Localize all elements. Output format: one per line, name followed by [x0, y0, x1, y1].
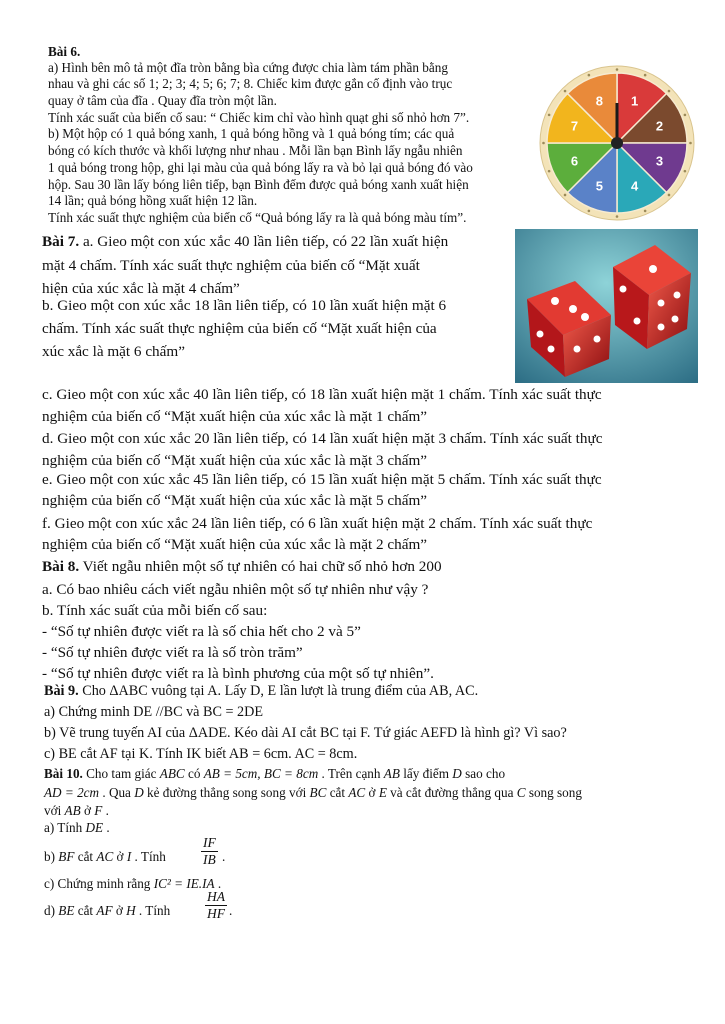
wheel-number: 7 [570, 118, 579, 134]
bai6-title: Bài 6. [48, 44, 81, 59]
bai7-b-line: chấm. Tính xác suất thực nghiệm của biến cố “Mặt xuất hiện của [42, 320, 437, 337]
wheel-rim-dot [668, 90, 671, 93]
bai7-d-line: nghiệm của biến cố “Mặt xuất hiện của xúc xắc là mặt 3 chấm” [42, 452, 428, 469]
bai6-b-line: 14 lần; quả bóng hồng xuất hiện 12 lần. [48, 193, 258, 208]
wheel-rim-dot [684, 170, 687, 173]
bai7-c-line: c. Gieo một con xúc xắc 40 lần liên tiếp, có 18 lần xuất hiện mặt 1 chấm. Tính xác suất thực [42, 386, 602, 403]
wheel-number: 1 [630, 93, 639, 109]
bai8-intro: Bài 8. Viết ngẫu nhiên một số tự nhiên có hai chữ số nhỏ hơn 200 [42, 558, 442, 575]
bai6-b-line: 1 quả bóng trong hộp, ghi lại màu của quả bóng lấy ra và bỏ lại quả bóng đó vào [48, 160, 473, 175]
wheel-rim-dot [588, 74, 591, 77]
wheel-rim-dot [616, 215, 619, 218]
fraction-if-ib [201, 836, 218, 867]
wheel-rim-dot [542, 142, 545, 145]
wheel-rim-dot [548, 114, 551, 117]
bai9-line: a) Chứng minh DE //BC và BC = 2DE [44, 704, 264, 720]
bai7-a-line: hiện của xúc xắc là mặt 4 chấm” [42, 280, 240, 297]
wheel-number: 8 [595, 93, 604, 109]
bai7-a-line: mặt 4 chấm. Tính xác suất thực nghiệm của biến cố “Mặt xuất [42, 257, 420, 274]
dice-image [515, 229, 698, 383]
bai8-line: - “Số tự nhiên được viết ra là số chia hết cho 2 và 5” [42, 623, 361, 640]
bai6-a-line: nhau và ghi các số 1; 2; 3; 4; 5; 6; 7; 8. Chiếc kim được gắn cố định vào trục [48, 76, 453, 91]
bai8-line: - “Số tự nhiên được viết ra là số tròn trăm” [42, 644, 303, 661]
bai7-b-line: xúc xắc là mặt 6 chấm” [42, 343, 185, 360]
bai9-line: b) Vẽ trung tuyến AI của ΔADE. Kéo dài AI cắt BC tại F. Tứ giác AEFD là hình gì? Vì sao? [44, 725, 567, 741]
bai8-line: a. Có bao nhiêu cách viết ngẫu nhiên một số tự nhiên như vậy ? [42, 581, 429, 598]
bai7-e-line: e. Gieo một con xúc xắc 45 lần liên tiếp, có 15 lần xuất hiện mặt 5 chấm. Tính xác suất thực [42, 471, 602, 488]
wheel-rim-dot [564, 194, 567, 197]
bai7-d-line: d. Gieo một con xúc xắc 20 lần liên tiếp, có 14 lần xuất hiện mặt 3 chấm. Tính xác suất thực [42, 430, 603, 447]
bai6-b-line: bóng có kích thước và khối lượng như nhau . Mỗi lần bạn Bình lấy ngẫu nhiên [48, 143, 463, 158]
bai7-c-line: nghiệm của biến cố “Mặt xuất hiện của xúc xắc là mặt 1 chấm” [42, 408, 428, 425]
fraction-denominator: IB [203, 852, 216, 867]
bai7-f-line: nghiệm của biến cố “Mặt xuất hiện của xúc xắc là mặt 2 chấm” [42, 536, 428, 553]
bai7-b-line: b. Gieo một con xúc xắc 18 lần liên tiếp, có 10 lần xuất hiện mặt 6 [42, 297, 447, 314]
bai10-b-end: . [222, 849, 226, 864]
wheel-rim-dot [689, 142, 692, 145]
wheel-number: 4 [630, 178, 639, 194]
bai6-a-line: quay ở tâm của đĩa . Quay đĩa tròn một lần. [48, 93, 277, 108]
spinner-wheel-image [522, 60, 712, 230]
bai7-e-line: nghiệm của biến cố “Mặt xuất hiện của xúc xắc là mặt 5 chấm” [42, 492, 428, 509]
bai10-line2: AD = 2cm . Qua D kẻ đường thẳng song song với BC cắt AC ở E và cắt đường thẳng qua C song song [44, 785, 582, 800]
bai6-a-line: a) Hình bên mô tả một đĩa tròn bằng bìa cứng được chia làm tám phần bằng [48, 60, 448, 75]
wheel-rim-dot [616, 68, 619, 71]
wheel-rim-dot [684, 114, 687, 117]
bai7-a-line: Bài 7. a. Gieo một con xúc xắc 40 lần liên tiếp, có 22 lần xuất hiện [42, 233, 449, 250]
wheel-rim-dot [548, 170, 551, 173]
wheel-number: 6 [570, 153, 579, 169]
wheel-rim-dot [644, 74, 647, 77]
wheel-rim-dot [564, 90, 567, 93]
fraction-ha-hf [205, 890, 227, 921]
wheel-hub [611, 137, 623, 149]
bai6-b-line: hộp. Sau 30 lần lấy bóng liên tiếp, bạn Bình đếm được quả bóng xanh xuất hiện [48, 177, 469, 192]
wheel-number: 3 [655, 153, 664, 169]
bai10-c: c) Chứng minh rằng IC² = IE.IA . [44, 876, 222, 891]
fraction-numerator: IF [203, 835, 216, 850]
bai6-b-line: b) Một hộp có 1 quả bóng xanh, 1 quả bóng hồng và 1 quả bóng tím; các quả [48, 126, 455, 141]
bai10-b: b) BF cắt AC ở I . Tính [44, 849, 166, 864]
wheel-rim-dot [644, 210, 647, 213]
bai10-a: a) Tính DE . [44, 820, 110, 835]
bai6-a-line: Tính xác suất của biến cố sau: “ Chiếc kim chỉ vào hình quạt ghi số nhỏ hơn 7”. [48, 110, 470, 125]
bai10-d: d) BE cắt AF ở H . Tính [44, 903, 171, 918]
wheel-number: 5 [595, 178, 604, 194]
wheel-rim-dot [588, 210, 591, 213]
bai9-intro: Bài 9. Cho ΔABC vuông tại A. Lấy D, E lần lượt là trung điểm của AB, AC. [44, 683, 479, 699]
bai6-b-line: Tính xác suất thực nghiệm của biến cố “Quả bóng lấy ra là quả bóng màu tím”. [48, 210, 467, 225]
wheel-rim-dot [668, 194, 671, 197]
fraction-denominator: HF [207, 906, 225, 921]
bai7-f-line: f. Gieo một con xúc xắc 24 lần liên tiếp, có 6 lần xuất hiện mặt 2 chấm. Tính xác suất thực [42, 515, 593, 532]
bai10-d-end: . [229, 903, 233, 918]
bai10-line3: với AB ở F . [44, 803, 109, 818]
bai9-line: c) BE cắt AF tại K. Tính IK biết AB = 6cm. AC = 8cm. [44, 746, 358, 762]
bai8-line: - “Số tự nhiên được viết ra là bình phương của một số tự nhiên”. [42, 665, 434, 682]
fraction-numerator: HA [207, 889, 225, 904]
bai10-line1: Bài 10. Cho tam giác ABC có AB = 5cm, BC = 8cm . Trên cạnh AB lấy điểm D sao cho [44, 766, 506, 781]
wheel-number: 2 [655, 118, 664, 134]
bai8-line: b. Tính xác suất của mỗi biến cố sau: [42, 602, 268, 619]
